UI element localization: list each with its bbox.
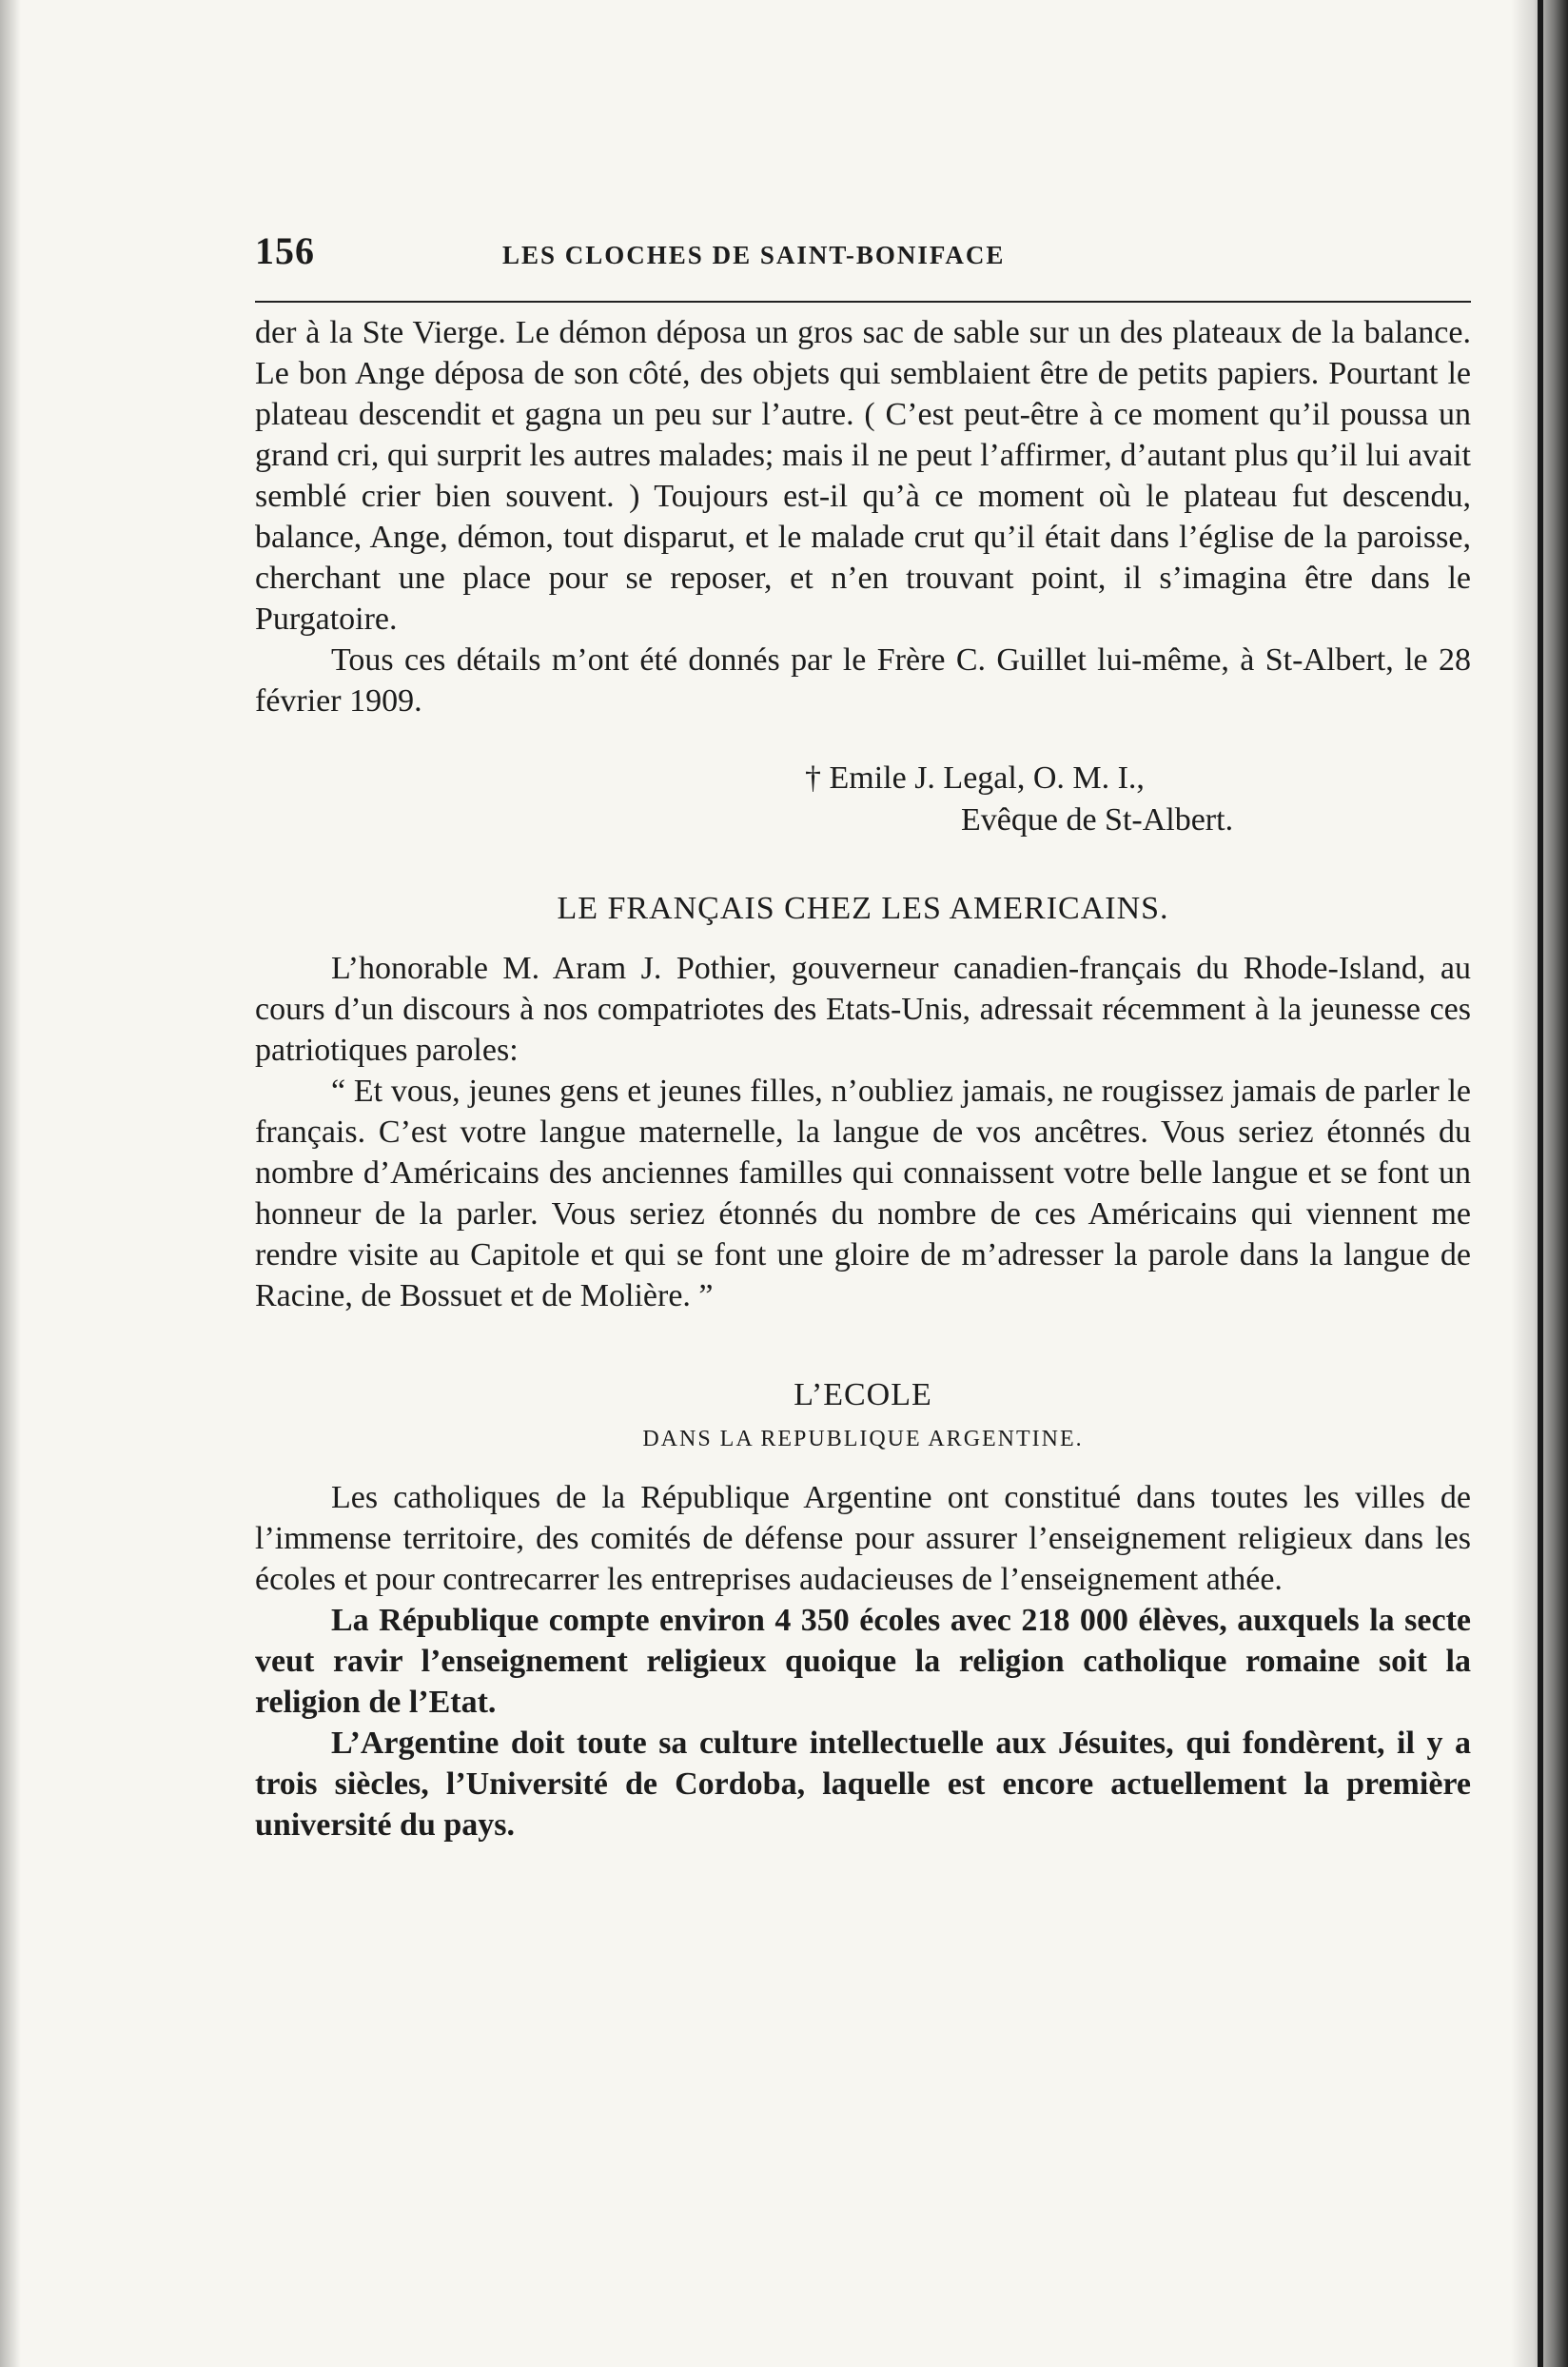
paragraph-continued: der à la Ste Vierge. Le démon déposa un gros sac de sable sur un des plateaux de la balance. Le bon Ange déposa de son côté, des objets qui semblaient être de petits papiers. Pourtant le plateau descendit et gagna un peu sur l’autre. ( C’est peut-être à ce moment qu’il poussa un grand cri, qui surprit les autres malades; mais il ne peut l’affirmer, d’autant plus qu’il lui avait semblé crier bien souvent. ) Toujours est-il qu’à ce moment où le plateau fut descendu, balance, Ange, démon, tout disparut, et le malade crut qu’il était dans l’église de la paroisse, cherchant une place pour se reposer, et n’en trouvant point, il s’imagina être dans le Purgatoire.: [255, 315, 1471, 637]
section-title-francais: LE FRANÇAIS CHEZ LES AMERICAINS.: [557, 891, 1169, 926]
signature-name: † Emile J. Legal, O. M. I.,: [805, 760, 1145, 796]
page-number: 156: [255, 229, 315, 272]
section-francais-body: [255, 948, 1471, 1316]
signature-title: Evêque de St-Albert.: [961, 802, 1234, 838]
scan-shadow-right: [1511, 0, 1568, 2367]
section-subtitle-ecole: DANS LA REPUBLIQUE ARGENTINE.: [642, 1427, 1084, 1451]
page: [255, 228, 1471, 1845]
running-header: [255, 228, 1471, 303]
paragraph-attribution: Tous ces détails m’ont été donnés par le Frère C. Guillet lui-même, à St-Albert, le 28 février 1909.: [255, 642, 1471, 719]
section-ecole-body: [255, 1477, 1471, 1845]
running-title: LES CLOCHES DE SAINT-BONIFACE: [502, 241, 1006, 269]
section-title-ecole: L’ECOLE: [794, 1377, 932, 1412]
dense-print-block: [255, 1600, 1471, 1845]
paragraph-ecoles: La République compte environ 4 350 écoles avec 218 000 élèves, auxquels la secte veut ravir l’enseignement religieux quoique la religion catholique romaine soit la religion de l’Etat.: [255, 1603, 1471, 1720]
continued-article: [255, 312, 1471, 721]
binding-line: [1538, 0, 1543, 2367]
paragraph-quote: “ Et vous, jeunes gens et jeunes filles, n’oubliez jamais, ne rougissez jamais de parler le français. C’est votre langue maternelle, la langue de vos ancêtres. Vous seriez étonnés du nombre d’Américains des anciennes familles qui connaissent votre belle langue et se font un honneur de la parler. Vous seriez étonnés du nombre de ces Américains qui viennent me rendre visite au Capitole et qui se font une gloire de m’adresser la parole dans la langue de Racine, de Bossuet et de Molière. ”: [255, 1074, 1471, 1313]
paragraph-pothier: L’honorable M. Aram J. Pothier, gouverneur canadien-français du Rhode-Island, au cours d’un discours à nos compatriotes des Etats-Unis, adressait récemment à la jeunesse ces patriotiques paroles:: [255, 951, 1471, 1068]
paragraph-catholiques: Les catholiques de la République Argentine ont constitué dans toutes les villes de l’immense territoire, des comités de défense pour assurer l’enseignement religieux dans les écoles et pour contrecarrer les entreprises audacieuses de l’enseignement athée.: [255, 1480, 1471, 1597]
signature-block: [255, 758, 1471, 841]
scan-shadow-left: [0, 0, 21, 2367]
paragraph-jesuites: L’Argentine doit toute sa culture intellectuelle aux Jésuites, qui fondèrent, il y a trois siècles, l’Université de Cordoba, laquelle est encore actuellement la première université du pays.: [255, 1726, 1471, 1843]
